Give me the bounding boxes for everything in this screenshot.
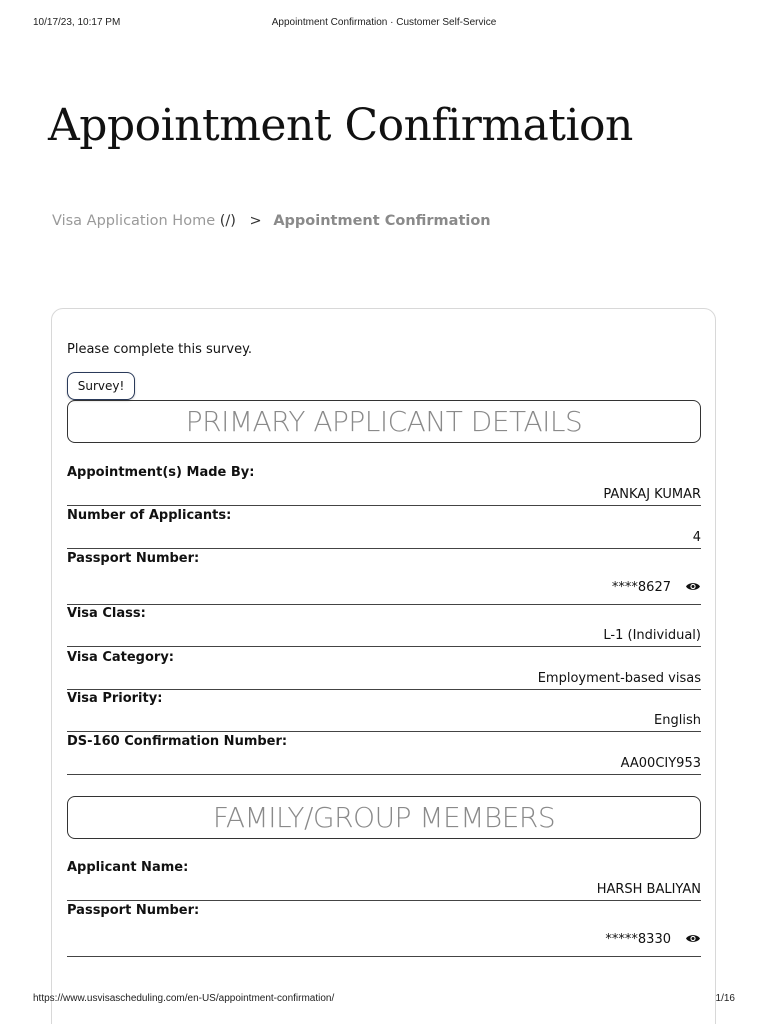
field-value: 4: [692, 530, 701, 545]
field-visa-category: [67, 650, 701, 690]
field-value-wrap: [612, 580, 701, 595]
field-visa-class: [67, 606, 701, 647]
passport-number-masked: *****8330: [605, 932, 671, 947]
field-value: HARSH BALIYAN: [596, 882, 701, 897]
field-value: L-1 (Individual): [603, 628, 701, 643]
primary-applicant-section-header: PRIMARY APPLICANT DETAILS: [67, 400, 701, 443]
page-title: Appointment Confirmation: [48, 100, 633, 151]
field-appointment-made-by: [67, 465, 701, 506]
print-date: 10/17/23, 10:17 PM: [33, 17, 121, 28]
field-ds160-confirmation-number: [67, 734, 701, 775]
print-page-count: 1/16: [715, 993, 735, 1004]
breadcrumb: [52, 213, 491, 229]
field-label: Visa Category:: [67, 650, 174, 665]
breadcrumb-home-path: (/): [219, 213, 236, 229]
field-family-passport-number: [67, 903, 701, 957]
field-label: Applicant Name:: [67, 860, 189, 875]
field-label: Appointment(s) Made By:: [67, 465, 255, 480]
print-header: [33, 17, 735, 33]
field-label: Passport Number:: [67, 903, 200, 918]
field-value: Employment-based visas: [537, 671, 701, 686]
field-label: Visa Class:: [67, 606, 146, 621]
breadcrumb-home-link[interactable]: Visa Application Home: [52, 213, 216, 229]
survey-button[interactable]: Survey!: [67, 372, 135, 400]
breadcrumb-separator: >: [249, 213, 262, 229]
field-value: AA00CIY953: [620, 756, 701, 771]
print-page-title: Appointment Confirmation · Customer Self-Service: [271, 17, 497, 28]
field-visa-priority: [67, 691, 701, 732]
field-value: PANKAJ KUMAR: [603, 487, 701, 502]
field-label: Passport Number:: [67, 551, 200, 566]
field-applicant-name: [67, 860, 701, 901]
passport-number-masked: ****8627: [611, 580, 671, 595]
field-number-of-applicants: [67, 508, 701, 549]
eye-icon[interactable]: [685, 581, 701, 592]
field-value-wrap: [605, 932, 701, 947]
eye-icon[interactable]: [685, 933, 701, 944]
field-label: Visa Priority:: [67, 691, 163, 706]
family-group-section-header: FAMILY/GROUP MEMBERS: [67, 796, 701, 839]
field-passport-number: [67, 551, 701, 605]
survey-prompt: Please complete this survey.: [67, 342, 253, 357]
field-value: English: [654, 713, 701, 728]
print-footer: [33, 993, 735, 1009]
field-label: Number of Applicants:: [67, 508, 232, 523]
print-url: https://www.usvisascheduling.com/en-US/appointment-confirmation/: [33, 993, 335, 1004]
breadcrumb-current: Appointment Confirmation: [273, 213, 491, 229]
field-label: DS-160 Confirmation Number:: [67, 734, 288, 749]
